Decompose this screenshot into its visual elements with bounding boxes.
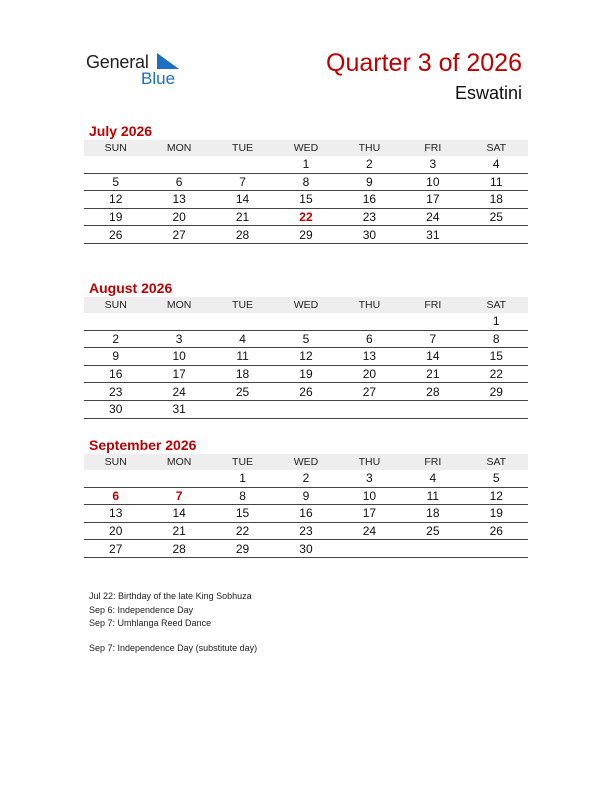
day-cell: 20 [338,365,401,383]
empty-day-cell [274,400,337,418]
day-cell: 6 [147,173,210,191]
day-cell: 26 [84,226,147,244]
day-cell: 30 [338,226,401,244]
day-cell: 30 [84,400,147,418]
day-cell: 24 [401,208,464,226]
empty-day-cell [211,156,274,173]
day-cell: 2 [274,470,337,487]
holiday-note: Sep 7: Independence Day (substitute day) [89,642,258,653]
day-cell: 19 [84,208,147,226]
day-cell: 9 [84,348,147,366]
day-cell: 11 [211,348,274,366]
calendar-grid [84,140,528,244]
weekday-header: WED [274,140,337,156]
week-row [84,348,528,366]
day-cell: 3 [401,156,464,173]
notes-spacer [89,631,257,642]
week-row [84,173,528,191]
day-cell: 16 [274,505,337,523]
day-cell: 22 [465,365,528,383]
day-cell: 23 [84,383,147,401]
day-cell: 5 [84,173,147,191]
day-cell: 7 [147,487,210,505]
week-row [84,522,528,540]
weekday-header: TUE [211,140,274,156]
day-cell: 16 [84,365,147,383]
day-cell: 8 [274,173,337,191]
day-cell: 9 [274,487,337,505]
week-row [84,505,528,523]
day-cell: 6 [338,330,401,348]
day-cell: 13 [84,505,147,523]
weekday-header: THU [338,297,401,313]
day-cell: 11 [465,173,528,191]
empty-day-cell [147,470,210,487]
logo-general-text: General [86,52,149,72]
day-cell: 26 [274,383,337,401]
empty-day-cell [401,313,464,330]
day-cell: 4 [465,156,528,173]
weekday-header: MON [147,454,210,470]
weekday-header: SUN [84,454,147,470]
empty-day-cell [465,540,528,558]
day-cell: 7 [211,173,274,191]
day-cell: 25 [401,522,464,540]
empty-day-cell [338,313,401,330]
day-cell: 15 [211,505,274,523]
day-cell: 14 [401,348,464,366]
empty-day-cell [147,313,210,330]
week-row [84,383,528,401]
weekday-header: WED [274,454,337,470]
day-cell: 2 [338,156,401,173]
empty-day-cell [84,156,147,173]
weekday-header: FRI [401,140,464,156]
month-title: August 2026 [89,280,173,296]
weekday-header: FRI [401,454,464,470]
day-cell: 6 [84,487,147,505]
weekday-header: WED [274,297,337,313]
day-cell: 15 [465,348,528,366]
day-cell: 21 [211,208,274,226]
day-cell: 21 [401,365,464,383]
empty-day-cell [211,313,274,330]
week-row [84,330,528,348]
day-cell: 25 [465,208,528,226]
month-july [84,122,528,244]
day-cell: 26 [465,522,528,540]
day-cell: 4 [211,330,274,348]
day-cell: 5 [274,330,337,348]
holiday-note: Jul 22: Birthday of the late King Sobhuza [89,591,252,601]
empty-day-cell [211,400,274,418]
empty-day-cell [147,156,210,173]
day-cell: 17 [401,191,464,209]
logo-blue-text: Blue [141,69,176,88]
week-row [84,470,528,487]
calendar-grid [84,297,528,419]
day-cell: 20 [147,208,210,226]
day-cell: 25 [211,383,274,401]
weekday-header: SAT [465,297,528,313]
day-cell: 12 [274,348,337,366]
day-cell: 17 [338,505,401,523]
day-cell: 29 [274,226,337,244]
day-cell: 29 [211,540,274,558]
weekday-header: MON [147,140,210,156]
day-cell: 18 [401,505,464,523]
empty-day-cell [338,540,401,558]
day-cell: 22 [211,522,274,540]
month-august [84,279,528,419]
week-row [84,226,528,244]
day-cell: 23 [274,522,337,540]
day-cell: 19 [274,365,337,383]
week-row [84,540,528,558]
holiday-note: Sep 7: Umhlanga Reed Dance [89,618,212,628]
week-row [84,313,528,330]
day-cell: 10 [338,487,401,505]
day-cell: 1 [465,313,528,330]
day-cell: 12 [465,487,528,505]
day-cell: 29 [465,383,528,401]
day-cell: 17 [147,365,210,383]
day-cell: 23 [338,208,401,226]
day-cell: 10 [401,173,464,191]
month-title: July 2026 [89,123,153,139]
page-title: Quarter 3 of 2026 [326,49,522,77]
day-cell: 31 [147,400,210,418]
weekday-header: MON [147,297,210,313]
day-cell: 20 [84,522,147,540]
day-cell: 24 [147,383,210,401]
empty-day-cell [338,400,401,418]
week-row [84,487,528,505]
logo-triangle-icon [157,53,179,69]
day-cell: 18 [465,191,528,209]
day-cell: 15 [274,191,337,209]
day-cell: 1 [211,470,274,487]
weekday-header: SUN [84,297,147,313]
day-cell: 7 [401,330,464,348]
empty-day-cell [274,313,337,330]
empty-day-cell [401,540,464,558]
week-row [84,365,528,383]
empty-day-cell [465,226,528,244]
day-cell: 3 [147,330,210,348]
weekday-header: SUN [84,140,147,156]
day-cell: 27 [84,540,147,558]
week-row [84,191,528,209]
day-cell: 27 [147,226,210,244]
generalblue-logo [86,50,186,90]
day-cell: 19 [465,505,528,523]
day-cell: 30 [274,540,337,558]
day-cell: 3 [338,470,401,487]
day-cell: 13 [338,348,401,366]
weekday-header: THU [338,454,401,470]
weekday-header: TUE [211,454,274,470]
empty-day-cell [84,470,147,487]
day-cell: 8 [465,330,528,348]
day-cell: 10 [147,348,210,366]
month-title: September 2026 [89,437,197,453]
day-cell: 14 [147,505,210,523]
holiday-notes [89,590,257,655]
day-cell: 16 [338,191,401,209]
empty-day-cell [84,313,147,330]
empty-day-cell [401,400,464,418]
day-cell: 28 [211,226,274,244]
day-cell: 12 [84,191,147,209]
country-name: Eswatini [454,83,522,103]
week-row [84,400,528,418]
day-cell: 5 [465,470,528,487]
weekday-header: SAT [465,140,528,156]
day-cell: 9 [338,173,401,191]
day-cell: 27 [338,383,401,401]
day-cell: 11 [401,487,464,505]
holiday-note: Sep 6: Independence Day [89,604,194,615]
week-row [84,156,528,173]
day-cell: 31 [401,226,464,244]
day-cell: 8 [211,487,274,505]
weekday-header: TUE [211,297,274,313]
day-cell: 4 [401,470,464,487]
day-cell: 22 [274,208,337,226]
day-cell: 18 [211,365,274,383]
day-cell: 28 [401,383,464,401]
month-september [84,436,528,558]
calendar-grid [84,454,528,558]
day-cell: 21 [147,522,210,540]
day-cell: 28 [147,540,210,558]
day-cell: 1 [274,156,337,173]
weekday-header: THU [338,140,401,156]
week-row [84,208,528,226]
day-cell: 14 [211,191,274,209]
weekday-header: SAT [465,454,528,470]
day-cell: 13 [147,191,210,209]
empty-day-cell [465,400,528,418]
weekday-header: FRI [401,297,464,313]
day-cell: 2 [84,330,147,348]
day-cell: 24 [338,522,401,540]
